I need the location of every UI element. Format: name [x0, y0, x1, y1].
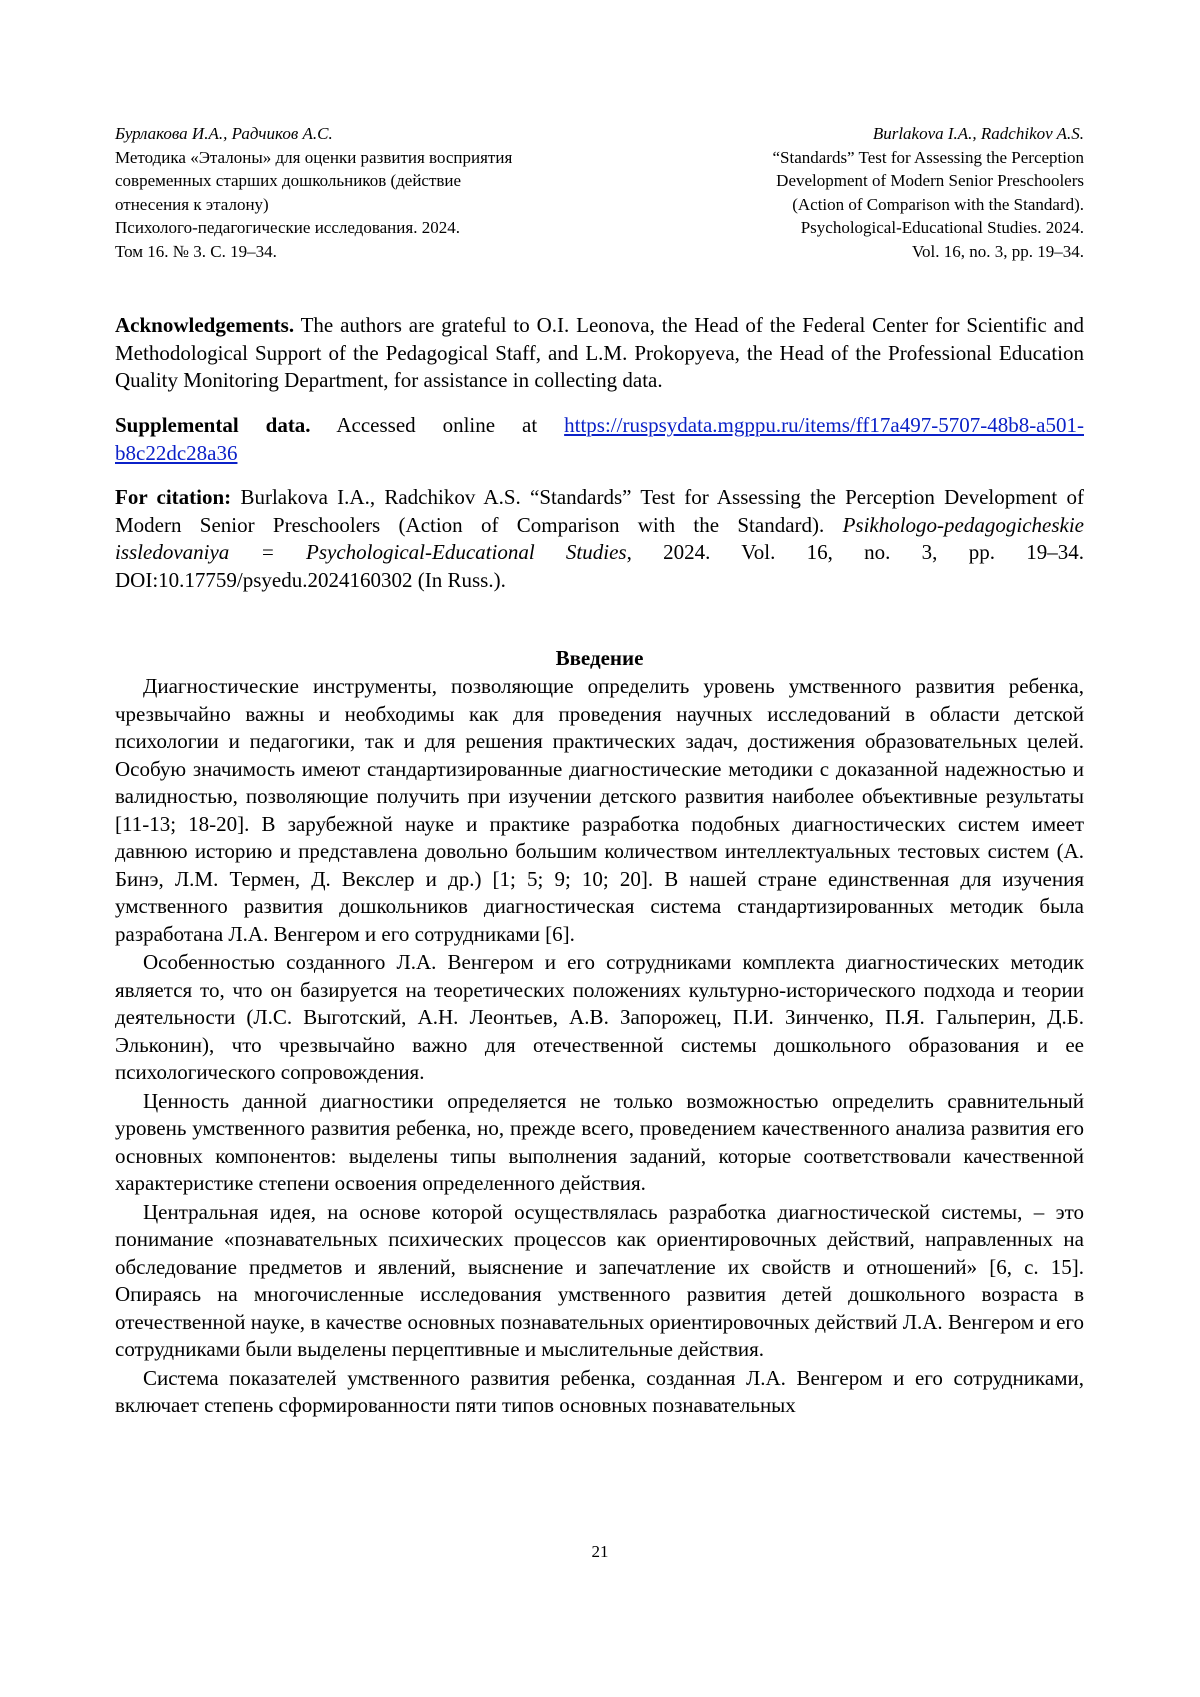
header-left-authors: Бурлакова И.А., Радчиков А.С.: [115, 124, 333, 143]
body-paragraph: Центральная идея, на основе которой осуществлялась разработка диагностической системы, – это понимание «познавательных психических процессов как ориентировочных действий, направленных на обследование предметов и явлений, выяснение и запечатление их свойств и отношений» [6, с. 15]. Опираясь на многочисленные исследования умственного развития детей дошкольного возраста в отечественной науке, в качестве основных познавательных ориентировочных действий Л.А. Венгером и его сотрудниками были выделены перцептивные и мыслительные действия.: [115, 1199, 1084, 1361]
citation: [115, 484, 1084, 594]
header-left-line: Том 16. № 3. С. 19–34.: [115, 241, 277, 261]
header-right-line: Vol. 16, no. 3, pp. 19–34.: [911, 241, 1084, 261]
citation-label: For citation:: [115, 485, 232, 509]
body-paragraph: Ценность данной диагностики определяется не только возможностью определить сравнительный уровень умственного развития ребенка, но, прежде всего, проведением качественного анализа развития его основных компонентов: выделены типы выполнения заданий, которые соответствовали качественной характеристике степени освоения определенного действия.: [115, 1088, 1084, 1195]
body-paragraph: Особенностью созданного Л.А. Венгером и его сотрудниками комплекта диагностических методик является то, что он базируется на теоретических положениях культурно-исторического подхода и теории деятельности (Л.С. Выготский, А.Н. Леонтьев, А.В. Запорожец, П.И. Зинченко, П.Я. Гальперин, Д.Б. Эльконин), что чрезвычайно важно для отечественной системы дошкольного образования и ее психологического сопровождения.: [115, 950, 1084, 1084]
citation-journal: Psikhologo-pedagogicheskie issledovaniya = Psychological-Educational Studies: [115, 512, 1084, 564]
body-paragraph: Система показателей умственного развития ребенка, созданная Л.А. Венгером и его сотрудниками, включает степень сформированности пяти типов основных познавательных: [115, 1365, 1084, 1417]
page-number: 21: [591, 1542, 609, 1561]
body-paragraph: Диагностические инструменты, позволяющие определить уровень умственного развития ребенка, чрезвычайно важны и необходимы как для проведения научных исследований в области детской психологии и педагогики, так и для решения практических задач, достижения образовательных целей. Особую значимость имеют стандартизированные диагностические методики с доказанной надежностью и валидностью, позволяющие получить при изучении детского развития наиболее объективные результаты [11-13; 18-20]. В зарубежной науке и практике разработка подобных диагностических систем имеет давнюю историю и представлена довольно большим количеством интеллектуальных тестовых систем (А. Бинэ, Л.М. Термен, Д. Векслер и др.) [1; 5; 9; 10; 20]. В нашей стране единственная для изучения умственного развития дошкольников диагностическая система стандартизированных методик была разработана Л.А. Венгером и его сотрудниками [6].: [115, 674, 1084, 946]
supplemental-text: Accessed online at: [310, 413, 565, 437]
header-right-line: (Action of Comparison with the Standard).: [792, 194, 1084, 214]
section-title: Введение: [555, 646, 644, 670]
supplemental-link[interactable]: https://ruspsydata.mgppu.ru/items/ff17a497-5707-48b8-a501-b8c22dc28a36: [115, 413, 1084, 465]
citation-text-after: , 2024. Vol. 16, no. 3, pp. 19–34. DOI:10.17759/psyedu.2024160302 (In Russ.).: [115, 540, 1084, 592]
header-right-line: Development of Modern Senior Preschoolers: [776, 171, 1084, 190]
header-left-line: Психолого-педагогические исследования. 2024.: [115, 218, 460, 237]
acknowledgements-text: The authors are grateful to O.I. Leonova, the Head of the Federal Center for Scientific and Methodological Support of the Pedagogical Staff, and L.M. Prokopyeva, the Head of the Professional Education Quality Monitoring Department, for assistance in collecting data.: [115, 313, 1084, 392]
header-left-line: отнесения к эталону): [115, 194, 269, 214]
supplemental-label: Supplemental data.: [115, 413, 311, 437]
header-left-line: современных старших дошкольников (действие: [115, 171, 462, 190]
header-right-authors: Burlakova I.A., Radchikov A.S.: [872, 124, 1084, 143]
body-text: [115, 673, 1084, 1421]
supplemental-data: [115, 412, 1084, 467]
header-left-line: Методика «Эталоны» для оценки развития восприятия: [115, 147, 513, 167]
acknowledgements: [115, 312, 1084, 395]
citation-text-before: Burlakova I.A., Radchikov A.S. “Standards” Test for Assessing the Perception Development of Modern Senior Preschoolers (Action of Comparison with the Standard).: [115, 485, 1085, 537]
header-right-line: “Standards” Test for Assessing the Perception: [772, 147, 1084, 167]
citation-paragraph: [115, 484, 1084, 594]
acknowledgements-paragraph: [115, 312, 1084, 395]
supplemental-paragraph: [115, 412, 1084, 467]
acknowledgements-label: Acknowledgements.: [115, 313, 295, 337]
header-right: [564, 122, 1084, 263]
header-right-line: Psychological-Educational Studies. 2024.: [800, 218, 1084, 237]
header-left: [115, 122, 635, 263]
